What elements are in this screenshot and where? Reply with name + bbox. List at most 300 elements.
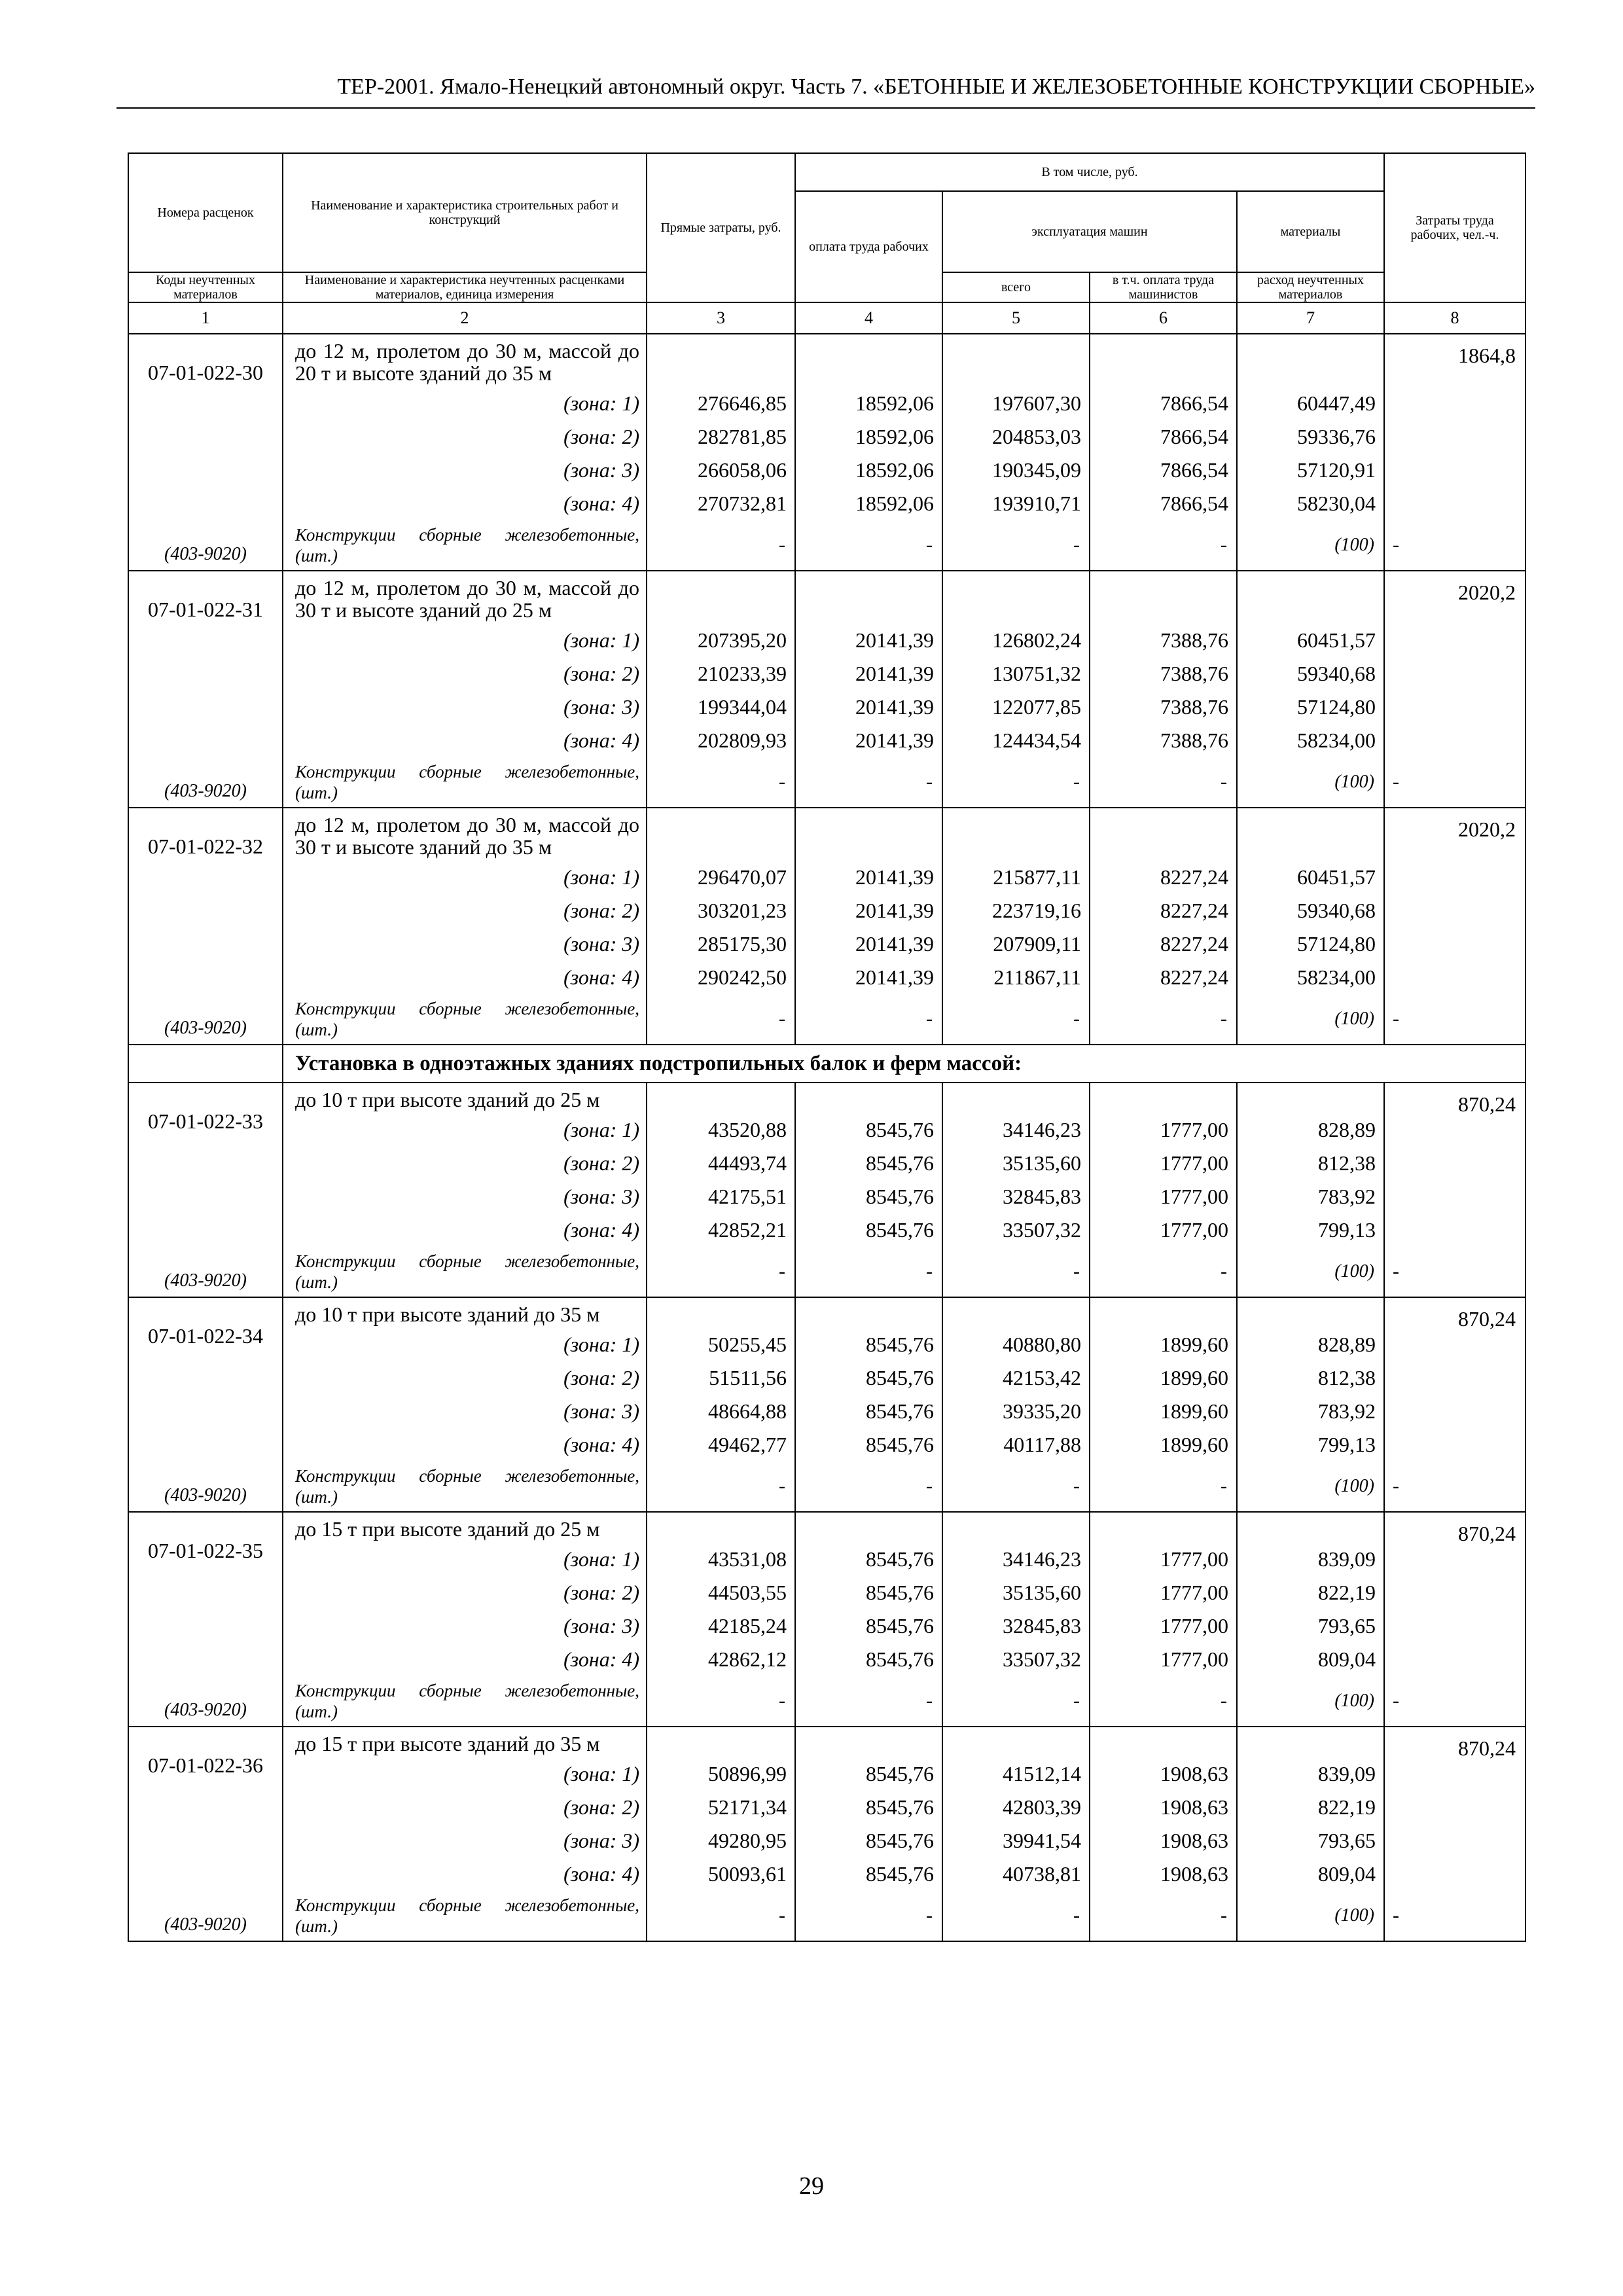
- machinist-pay: 8227,24: [1090, 927, 1237, 961]
- direct-cost: 42852,21: [647, 1213, 795, 1247]
- direct-cost: 52171,34: [647, 1791, 795, 1824]
- labor-cost: 870,24: [1384, 1512, 1525, 1676]
- machines-total: 35135,60: [942, 1576, 1090, 1609]
- dash-cell: -: [1384, 520, 1525, 571]
- zone-row: [128, 420, 1525, 454]
- col-number: 1: [128, 302, 283, 334]
- zone-label: (зона: 2): [283, 1147, 647, 1180]
- zone-label: (зона: 1): [283, 387, 647, 420]
- zone-row: [128, 691, 1525, 724]
- material-code: (403-9020): [128, 757, 283, 808]
- zone-label: (зона: 4): [283, 724, 647, 757]
- machines-total: 211867,11: [942, 961, 1090, 994]
- dash-cell: -: [942, 757, 1090, 808]
- material-name: Конструкции сборные железобетонные, (шт.): [283, 1462, 647, 1512]
- empty-cell: [942, 1727, 1090, 1757]
- materials-cost: 58234,00: [1237, 961, 1384, 994]
- material-row: [128, 994, 1525, 1045]
- dash-cell: -: [942, 994, 1090, 1045]
- zone-row: [128, 1361, 1525, 1395]
- worker-pay: 8545,76: [795, 1543, 942, 1576]
- entry-title-row: [128, 571, 1525, 624]
- empty-cell: [942, 808, 1090, 861]
- section-row: [128, 1045, 1525, 1083]
- zone-row: [128, 624, 1525, 657]
- empty-cell: [647, 1512, 795, 1543]
- entry-title-row: [128, 1083, 1525, 1113]
- rate-code: 07-01-022-33: [128, 1083, 283, 1247]
- materials-cost: 59340,68: [1237, 657, 1384, 691]
- material-name: Конструкции сборные железобетонные, (шт.): [283, 757, 647, 808]
- zone-row: [128, 487, 1525, 520]
- dash-cell: -: [647, 994, 795, 1045]
- machinist-pay: 1899,60: [1090, 1361, 1237, 1395]
- empty-cell: [647, 1297, 795, 1328]
- worker-pay: 8545,76: [795, 1395, 942, 1428]
- col-number: 7: [1237, 302, 1384, 334]
- machinist-pay: 7388,76: [1090, 657, 1237, 691]
- labor-cost: 1864,8: [1384, 334, 1525, 520]
- machines-total: 34146,23: [942, 1113, 1090, 1147]
- machines-total: 40738,81: [942, 1857, 1090, 1891]
- empty-cell: [795, 1512, 942, 1543]
- materials-cost: 809,04: [1237, 1643, 1384, 1676]
- dash-cell: -: [647, 1676, 795, 1727]
- worker-pay: 8545,76: [795, 1757, 942, 1791]
- dash-cell: -: [1090, 1891, 1237, 1941]
- material-consumption: (100): [1237, 520, 1384, 571]
- dash-cell: -: [1090, 1462, 1237, 1512]
- material-name: Конструкции сборные железобетонные, (шт.): [283, 1891, 647, 1941]
- dash-cell: -: [795, 520, 942, 571]
- direct-cost: 44503,55: [647, 1576, 795, 1609]
- materials-cost: 822,19: [1237, 1791, 1384, 1824]
- dash-cell: -: [647, 1462, 795, 1512]
- material-code: (403-9020): [128, 1247, 283, 1297]
- machinist-pay: 1899,60: [1090, 1428, 1237, 1462]
- section-spacer: [128, 1045, 283, 1083]
- machines-total: 39941,54: [942, 1824, 1090, 1857]
- direct-cost: 285175,30: [647, 927, 795, 961]
- empty-cell: [795, 334, 942, 387]
- material-name: Конструкции сборные железобетонные, (шт.): [283, 520, 647, 571]
- zone-label: (зона: 3): [283, 1180, 647, 1213]
- work-description: до 10 т при высоте зданий до 35 м: [283, 1297, 647, 1328]
- empty-cell: [795, 1297, 942, 1328]
- machinist-pay: 1777,00: [1090, 1113, 1237, 1147]
- worker-pay: 8545,76: [795, 1213, 942, 1247]
- zone-row: [128, 1757, 1525, 1791]
- machines-total: 190345,09: [942, 454, 1090, 487]
- direct-cost: 266058,06: [647, 454, 795, 487]
- machinist-pay: 1777,00: [1090, 1147, 1237, 1180]
- empty-cell: [1090, 1512, 1237, 1543]
- dash-cell: -: [1090, 994, 1237, 1045]
- col-number: 2: [283, 302, 647, 334]
- empty-cell: [942, 1512, 1090, 1543]
- direct-cost: 43520,88: [647, 1113, 795, 1147]
- empty-cell: [942, 571, 1090, 624]
- material-name: Конструкции сборные железобетонные, (шт.): [283, 1247, 647, 1297]
- machinist-pay: 1908,63: [1090, 1857, 1237, 1891]
- zone-label: (зона: 2): [283, 894, 647, 927]
- labor-cost: 870,24: [1384, 1297, 1525, 1462]
- machinist-pay: 8227,24: [1090, 861, 1237, 894]
- direct-cost: 207395,20: [647, 624, 795, 657]
- worker-pay: 18592,06: [795, 420, 942, 454]
- zone-label: (зона: 3): [283, 454, 647, 487]
- dash-cell: -: [795, 1676, 942, 1727]
- materials-cost: 783,92: [1237, 1395, 1384, 1428]
- zone-row: [128, 1428, 1525, 1462]
- dash-cell: -: [647, 1891, 795, 1941]
- material-name: Конструкции сборные железобетонные, (шт.): [283, 1676, 647, 1727]
- empty-cell: [795, 808, 942, 861]
- machinist-pay: 1899,60: [1090, 1395, 1237, 1428]
- material-row: [128, 520, 1525, 571]
- machinist-pay: 7866,54: [1090, 454, 1237, 487]
- dash-cell: -: [1384, 757, 1525, 808]
- materials-cost: 809,04: [1237, 1857, 1384, 1891]
- worker-pay: 18592,06: [795, 454, 942, 487]
- col2-header-top: Наименование и характеристика строительных работ и конструкций: [283, 153, 647, 272]
- materials-cost: 799,13: [1237, 1213, 1384, 1247]
- machines-total: 42803,39: [942, 1791, 1090, 1824]
- machinist-pay: 1777,00: [1090, 1213, 1237, 1247]
- materials-cost: 60451,57: [1237, 624, 1384, 657]
- material-code: (403-9020): [128, 520, 283, 571]
- machines-total: 32845,83: [942, 1180, 1090, 1213]
- zone-row: [128, 1824, 1525, 1857]
- machines-total: 193910,71: [942, 487, 1090, 520]
- direct-cost: 50896,99: [647, 1757, 795, 1791]
- zone-label: (зона: 1): [283, 1113, 647, 1147]
- empty-cell: [942, 1083, 1090, 1113]
- materials-cost: 822,19: [1237, 1576, 1384, 1609]
- direct-cost: 199344,04: [647, 691, 795, 724]
- dash-cell: -: [942, 1891, 1090, 1941]
- machines-total: 40880,80: [942, 1328, 1090, 1361]
- material-row: [128, 1891, 1525, 1941]
- empty-cell: [942, 334, 1090, 387]
- work-description: до 15 т при высоте зданий до 35 м: [283, 1727, 647, 1757]
- direct-cost: 282781,85: [647, 420, 795, 454]
- zone-label: (зона: 3): [283, 927, 647, 961]
- zone-label: (зона: 3): [283, 1824, 647, 1857]
- materials-cost: 58234,00: [1237, 724, 1384, 757]
- direct-cost: 290242,50: [647, 961, 795, 994]
- zone-label: (зона: 1): [283, 1543, 647, 1576]
- worker-pay: 8545,76: [795, 1147, 942, 1180]
- materials-cost: 59336,76: [1237, 420, 1384, 454]
- zone-row: [128, 1576, 1525, 1609]
- empty-cell: [647, 1083, 795, 1113]
- entry-title-row: [128, 334, 1525, 387]
- material-consumption: (100): [1237, 757, 1384, 808]
- zone-label: (зона: 2): [283, 1576, 647, 1609]
- zone-label: (зона: 4): [283, 1643, 647, 1676]
- empty-cell: [1237, 808, 1384, 861]
- work-description: до 12 м, пролетом до 30 м, массой до 30 т и высоте зданий до 25 м: [283, 571, 647, 624]
- material-row: [128, 1247, 1525, 1297]
- machines-group-header: эксплуатация машин: [942, 191, 1237, 272]
- zone-label: (зона: 2): [283, 1791, 647, 1824]
- zone-row: [128, 1643, 1525, 1676]
- zone-label: (зона: 3): [283, 691, 647, 724]
- material-code: (403-9020): [128, 1462, 283, 1512]
- empty-cell: [1237, 1083, 1384, 1113]
- col6-header: в т.ч. оплата труда машинистов: [1090, 272, 1237, 302]
- dash-cell: -: [1384, 1891, 1525, 1941]
- worker-pay: 8545,76: [795, 1428, 942, 1462]
- materials-cost: 60447,49: [1237, 387, 1384, 420]
- dash-cell: -: [795, 1247, 942, 1297]
- materials-cost: 799,13: [1237, 1428, 1384, 1462]
- zone-row: [128, 454, 1525, 487]
- empty-cell: [1237, 1512, 1384, 1543]
- machinist-pay: 1908,63: [1090, 1824, 1237, 1857]
- rate-code: 07-01-022-35: [128, 1512, 283, 1676]
- material-row: [128, 757, 1525, 808]
- worker-pay: 8545,76: [795, 1328, 942, 1361]
- empty-cell: [1090, 1727, 1237, 1757]
- materials-cost: 793,65: [1237, 1609, 1384, 1643]
- col7-header: расход неучтенных материалов: [1237, 272, 1384, 302]
- worker-pay: 20141,39: [795, 894, 942, 927]
- worker-pay: 18592,06: [795, 487, 942, 520]
- machines-total: 223719,16: [942, 894, 1090, 927]
- dash-cell: -: [1090, 520, 1237, 571]
- work-description: до 15 т при высоте зданий до 25 м: [283, 1512, 647, 1543]
- dash-cell: -: [1384, 1676, 1525, 1727]
- zone-row: [128, 1147, 1525, 1180]
- materials-cost: 59340,68: [1237, 894, 1384, 927]
- worker-pay: 18592,06: [795, 387, 942, 420]
- material-name: Конструкции сборные железобетонные, (шт.): [283, 994, 647, 1045]
- machines-total: 42153,42: [942, 1361, 1090, 1395]
- dash-cell: -: [795, 757, 942, 808]
- dash-cell: -: [942, 1676, 1090, 1727]
- worker-pay: 20141,39: [795, 927, 942, 961]
- entry-title-row: [128, 1297, 1525, 1328]
- zone-row: [128, 387, 1525, 420]
- machinist-pay: 1777,00: [1090, 1543, 1237, 1576]
- zone-label: (зона: 4): [283, 1857, 647, 1891]
- zone-row: [128, 961, 1525, 994]
- direct-cost: 42862,12: [647, 1643, 795, 1676]
- materials-cost: 783,92: [1237, 1180, 1384, 1213]
- machines-total: 33507,32: [942, 1213, 1090, 1247]
- col-number: 8: [1384, 302, 1525, 334]
- entry-title-row: [128, 1727, 1525, 1757]
- machinist-pay: 1777,00: [1090, 1576, 1237, 1609]
- machinist-pay: 1777,00: [1090, 1643, 1237, 1676]
- zone-label: (зона: 3): [283, 1609, 647, 1643]
- entry-title-row: [128, 808, 1525, 861]
- zone-row: [128, 1328, 1525, 1361]
- dash-cell: -: [647, 1247, 795, 1297]
- col-number: 4: [795, 302, 942, 334]
- direct-cost: 44493,74: [647, 1147, 795, 1180]
- machines-total: 215877,11: [942, 861, 1090, 894]
- material-row: [128, 1676, 1525, 1727]
- materials-cost: 812,38: [1237, 1361, 1384, 1395]
- rate-code: 07-01-022-30: [128, 334, 283, 520]
- rate-code: 07-01-022-34: [128, 1297, 283, 1462]
- direct-cost: 276646,85: [647, 387, 795, 420]
- dash-cell: -: [795, 994, 942, 1045]
- labor-cost: 870,24: [1384, 1083, 1525, 1247]
- worker-pay: 8545,76: [795, 1643, 942, 1676]
- worker-pay: 20141,39: [795, 724, 942, 757]
- materials-group-header: материалы: [1237, 191, 1384, 272]
- empty-cell: [795, 1083, 942, 1113]
- empty-cell: [1090, 334, 1237, 387]
- col2-header-bottom: Наименование и характеристика неучтенных расценками материалов, единица измерения: [283, 272, 647, 302]
- dash-cell: -: [795, 1462, 942, 1512]
- dash-cell: -: [1384, 1462, 1525, 1512]
- work-description: до 12 м, пролетом до 30 м, массой до 20 т и высоте зданий до 35 м: [283, 334, 647, 387]
- material-row: [128, 1462, 1525, 1512]
- direct-cost: 42175,51: [647, 1180, 795, 1213]
- machines-total: 32845,83: [942, 1609, 1090, 1643]
- table-body: [128, 153, 1525, 1941]
- material-consumption: (100): [1237, 1247, 1384, 1297]
- direct-cost: 303201,23: [647, 894, 795, 927]
- worker-pay: 20141,39: [795, 657, 942, 691]
- rate-code: 07-01-022-32: [128, 808, 283, 994]
- machinist-pay: 7866,54: [1090, 387, 1237, 420]
- dash-cell: -: [795, 1891, 942, 1941]
- zone-label: (зона: 1): [283, 624, 647, 657]
- rates-table: [128, 152, 1526, 1942]
- material-consumption: (100): [1237, 1891, 1384, 1941]
- zone-row: [128, 861, 1525, 894]
- empty-cell: [1237, 334, 1384, 387]
- direct-cost: 50255,45: [647, 1328, 795, 1361]
- empty-cell: [1090, 1083, 1237, 1113]
- dash-cell: -: [942, 1247, 1090, 1297]
- col5-header: всего: [942, 272, 1090, 302]
- worker-pay: 20141,39: [795, 961, 942, 994]
- zone-row: [128, 657, 1525, 691]
- direct-cost: 43531,08: [647, 1543, 795, 1576]
- machinist-pay: 7388,76: [1090, 624, 1237, 657]
- material-code: (403-9020): [128, 1676, 283, 1727]
- zone-row: [128, 1395, 1525, 1428]
- worker-pay: 8545,76: [795, 1857, 942, 1891]
- machinist-pay: 7388,76: [1090, 724, 1237, 757]
- empty-cell: [1090, 571, 1237, 624]
- worker-pay: 20141,39: [795, 624, 942, 657]
- direct-cost: 51511,56: [647, 1361, 795, 1395]
- worker-pay: 20141,39: [795, 861, 942, 894]
- worker-pay: 8545,76: [795, 1609, 942, 1643]
- zone-row: [128, 1113, 1525, 1147]
- zone-row: [128, 894, 1525, 927]
- zone-row: [128, 724, 1525, 757]
- material-consumption: (100): [1237, 1676, 1384, 1727]
- dash-cell: -: [1090, 1676, 1237, 1727]
- materials-cost: 57120,91: [1237, 454, 1384, 487]
- materials-cost: 58230,04: [1237, 487, 1384, 520]
- col1-header-top: Номера расценок: [128, 153, 283, 272]
- page-number: 29: [799, 2172, 824, 2200]
- machinist-pay: 7866,54: [1090, 420, 1237, 454]
- materials-cost: 828,89: [1237, 1113, 1384, 1147]
- machinist-pay: 1899,60: [1090, 1328, 1237, 1361]
- entry-title-row: [128, 1512, 1525, 1543]
- empty-cell: [647, 1727, 795, 1757]
- machines-total: 39335,20: [942, 1395, 1090, 1428]
- work-description: до 10 т при высоте зданий до 25 м: [283, 1083, 647, 1113]
- materials-cost: 57124,80: [1237, 927, 1384, 961]
- empty-cell: [1237, 1297, 1384, 1328]
- worker-pay: 8545,76: [795, 1791, 942, 1824]
- col8-header: Затраты труда рабочих, чел.-ч.: [1384, 153, 1525, 302]
- zone-label: (зона: 2): [283, 420, 647, 454]
- materials-cost: 57124,80: [1237, 691, 1384, 724]
- empty-cell: [1237, 571, 1384, 624]
- rate-code: 07-01-022-31: [128, 571, 283, 757]
- direct-cost: 202809,93: [647, 724, 795, 757]
- machines-total: 126802,24: [942, 624, 1090, 657]
- labor-cost: 870,24: [1384, 1727, 1525, 1891]
- empty-cell: [647, 334, 795, 387]
- worker-pay: 8545,76: [795, 1113, 942, 1147]
- col1-header-bottom: Коды неучтенных материалов: [128, 272, 283, 302]
- zone-row: [128, 1543, 1525, 1576]
- dash-cell: -: [942, 520, 1090, 571]
- direct-cost: 296470,07: [647, 861, 795, 894]
- dash-cell: -: [1384, 1247, 1525, 1297]
- empty-cell: [1090, 1297, 1237, 1328]
- zone-row: [128, 1791, 1525, 1824]
- zone-label: (зона: 3): [283, 1395, 647, 1428]
- zone-row: [128, 1180, 1525, 1213]
- worker-pay: 8545,76: [795, 1824, 942, 1857]
- material-code: (403-9020): [128, 1891, 283, 1941]
- worker-pay: 20141,39: [795, 691, 942, 724]
- page-header: ТЕР-2001. Ямало-Ненецкий автономный округ. Часть 7. «БЕТОННЫЕ И ЖЕЛЕЗОБЕТОННЫЕ КОНСТРУКЦИИ СБОРНЫЕ»: [116, 71, 1535, 109]
- machines-total: 207909,11: [942, 927, 1090, 961]
- machinist-pay: 1908,63: [1090, 1757, 1237, 1791]
- labor-cost: 2020,2: [1384, 808, 1525, 994]
- machinist-pay: 8227,24: [1090, 894, 1237, 927]
- labor-cost: 2020,2: [1384, 571, 1525, 757]
- materials-cost: 839,09: [1237, 1543, 1384, 1576]
- zone-row: [128, 1857, 1525, 1891]
- worker-pay: 8545,76: [795, 1361, 942, 1395]
- zone-label: (зона: 4): [283, 1213, 647, 1247]
- empty-cell: [942, 1297, 1090, 1328]
- empty-cell: [647, 571, 795, 624]
- direct-cost: 270732,81: [647, 487, 795, 520]
- materials-cost: 812,38: [1237, 1147, 1384, 1180]
- direct-cost: 49280,95: [647, 1824, 795, 1857]
- empty-cell: [795, 571, 942, 624]
- dash-cell: -: [647, 520, 795, 571]
- machines-total: 124434,54: [942, 724, 1090, 757]
- section-title: Установка в одноэтажных зданиях подстропильных балок и ферм массой:: [283, 1045, 1525, 1083]
- machinist-pay: 1777,00: [1090, 1609, 1237, 1643]
- zone-label: (зона: 2): [283, 657, 647, 691]
- zone-label: (зона: 4): [283, 487, 647, 520]
- dash-cell: -: [942, 1462, 1090, 1512]
- material-consumption: (100): [1237, 1462, 1384, 1512]
- direct-cost: 49462,77: [647, 1428, 795, 1462]
- machinist-pay: 7388,76: [1090, 691, 1237, 724]
